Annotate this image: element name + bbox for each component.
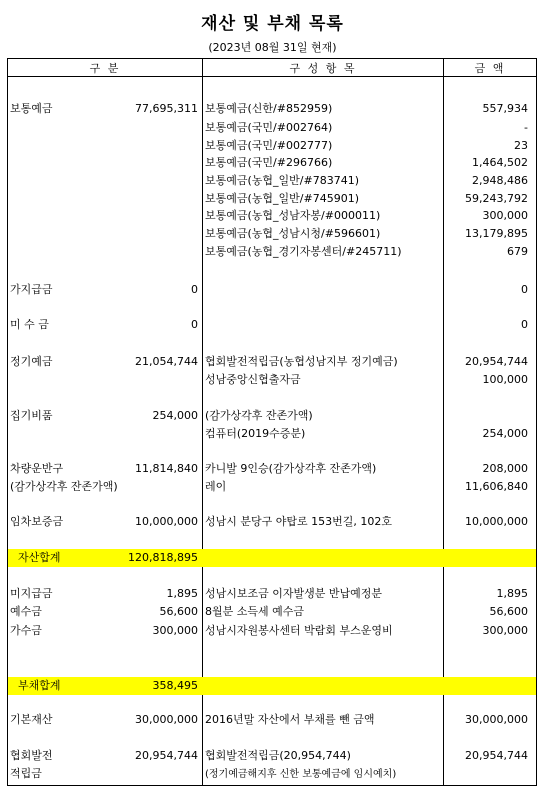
row-lease-total: 10,000,000 [135, 515, 198, 528]
row-fund-label: 협회발전 [10, 749, 53, 762]
row-advance-total: 0 [191, 283, 198, 296]
row-b4-amount: 1,464,502 [472, 156, 528, 169]
row-lease-label: 임차보증금 [10, 515, 64, 528]
row-b8-item: 보통예금(농협_성남시청/#596601) [205, 227, 381, 240]
row-b9-item: 보통예금(농협_경기자봉센터/#245711) [205, 245, 402, 258]
row-fund-amount: 20,954,744 [465, 749, 528, 762]
header-amount: 금 액 [474, 62, 506, 75]
row-b5-amount: 2,948,486 [472, 174, 528, 187]
row-vehicle-item: 카니발 9인승(감가상각후 잔존가액) [205, 462, 377, 475]
row-deposit-amount: 20,954,744 [465, 355, 528, 368]
row-b5-item: 보통예금(농협_일반/#783741) [205, 174, 360, 187]
row-b2-amount: - [524, 121, 528, 134]
row-b2-item: 보통예금(국민/#002764) [205, 121, 333, 134]
row-deposit-total: 21,054,744 [135, 355, 198, 368]
row-suspense-item: 성남시자원봉사센터 박람회 부스운영비 [205, 624, 393, 637]
row-fixtures-label: 집기비품 [10, 409, 53, 422]
row-withholding-item: 8월분 소득세 예수금 [205, 605, 304, 618]
row-withholding-total: 56,600 [159, 605, 198, 618]
row-fund2-label: 적립금 [10, 767, 42, 780]
row-suspense-label: 가수금 [10, 624, 42, 637]
row-deposit-label: 정기예금 [10, 355, 53, 368]
row-deposit-item: 협회발전적립금(농협성남지부 정기예금) [205, 355, 398, 368]
row-vehicle-amount: 208,000 [482, 462, 528, 475]
assets-total-label: 자산합계 [18, 551, 61, 564]
row-receivable-amount: 0 [521, 318, 528, 331]
row-fund-item: 협회발전적립금(20,954,744) [205, 749, 351, 762]
row-advance-label: 가지급금 [10, 283, 53, 296]
row-deposit2-item: 성남중앙신협출자금 [205, 373, 301, 386]
row-b7-item: 보통예금(농협_성남자봉/#000011) [205, 209, 381, 222]
row-vehicle2-item: 레이 [205, 480, 227, 493]
liabilities-total-value: 358,495 [152, 679, 198, 692]
row-fixtures-item: (감가상각후 잔존가액) [205, 409, 313, 422]
row-b1-total: 77,695,311 [135, 102, 198, 115]
liabilities-total-label: 부채합계 [18, 679, 61, 692]
row-vehicle2-label: (감가상각후 잔존가액) [10, 480, 118, 493]
row-fund-total: 20,954,744 [135, 749, 198, 762]
row-b6-amount: 59,243,792 [465, 192, 528, 205]
row-receivable-label: 미 수 금 [10, 318, 49, 331]
assets-total-row [8, 549, 536, 567]
row-b3-amount: 23 [514, 139, 528, 152]
row-withholding-amount: 56,600 [489, 605, 528, 618]
page-title: 재산 및 부채 목록 [201, 14, 344, 34]
row-capital-amount: 30,000,000 [465, 713, 528, 726]
row-withholding-label: 예수금 [10, 605, 42, 618]
header-category: 구 분 [89, 62, 121, 75]
row-lease-item: 성남시 분당구 야탑로 153번길, 102호 [205, 515, 392, 528]
row-b1-label: 보통예금 [10, 102, 53, 115]
row-fixtures-total: 254,000 [152, 409, 198, 422]
header-composition: 구 성 항 목 [289, 62, 357, 75]
row-capital-total: 30,000,000 [135, 713, 198, 726]
row-unpaid-label: 미지급금 [10, 587, 53, 600]
liabilities-total-row [8, 677, 536, 695]
header-divider [7, 76, 537, 77]
row-fund2-item: (정기예금해지후 신한 보통예금에 임시예치) [205, 769, 397, 780]
row-advance-amount: 0 [521, 283, 528, 296]
row-b4-item: 보통예금(국민/#296766) [205, 156, 333, 169]
row-b3-item: 보통예금(국민/#002777) [205, 139, 333, 152]
row-fixtures2-item: 컴퓨터(2019수증분) [205, 427, 306, 440]
row-vehicle-label: 차량운반구 [10, 462, 64, 475]
row-capital-item: 2016년말 자산에서 부채를 뺀 금액 [205, 713, 375, 726]
row-suspense-total: 300,000 [152, 624, 198, 637]
row-unpaid-item: 성남시보조금 이자발생분 반납예정분 [205, 587, 383, 600]
row-b1-amount: 557,934 [482, 102, 528, 115]
row-vehicle-total: 11,814,840 [135, 462, 198, 475]
row-unpaid-amount: 1,895 [496, 587, 528, 600]
row-b7-amount: 300,000 [482, 209, 528, 222]
row-fixtures2-amount: 254,000 [482, 427, 528, 440]
page-subtitle-date: (2023년 08월 31일 현재) [208, 41, 337, 54]
row-suspense-amount: 300,000 [482, 624, 528, 637]
row-unpaid-total: 1,895 [166, 587, 198, 600]
row-deposit2-amount: 100,000 [482, 373, 528, 386]
row-b8-amount: 13,179,895 [465, 227, 528, 240]
row-lease-amount: 10,000,000 [465, 515, 528, 528]
row-vehicle2-amount: 11,606,840 [465, 480, 528, 493]
row-b6-item: 보통예금(농협_일반/#745901) [205, 192, 360, 205]
row-b1-item: 보통예금(신한/#852959) [205, 102, 333, 115]
assets-total-value: 120,818,895 [128, 551, 198, 564]
row-capital-label: 기본재산 [10, 713, 53, 726]
row-receivable-total: 0 [191, 318, 198, 331]
row-b9-amount: 679 [507, 245, 528, 258]
